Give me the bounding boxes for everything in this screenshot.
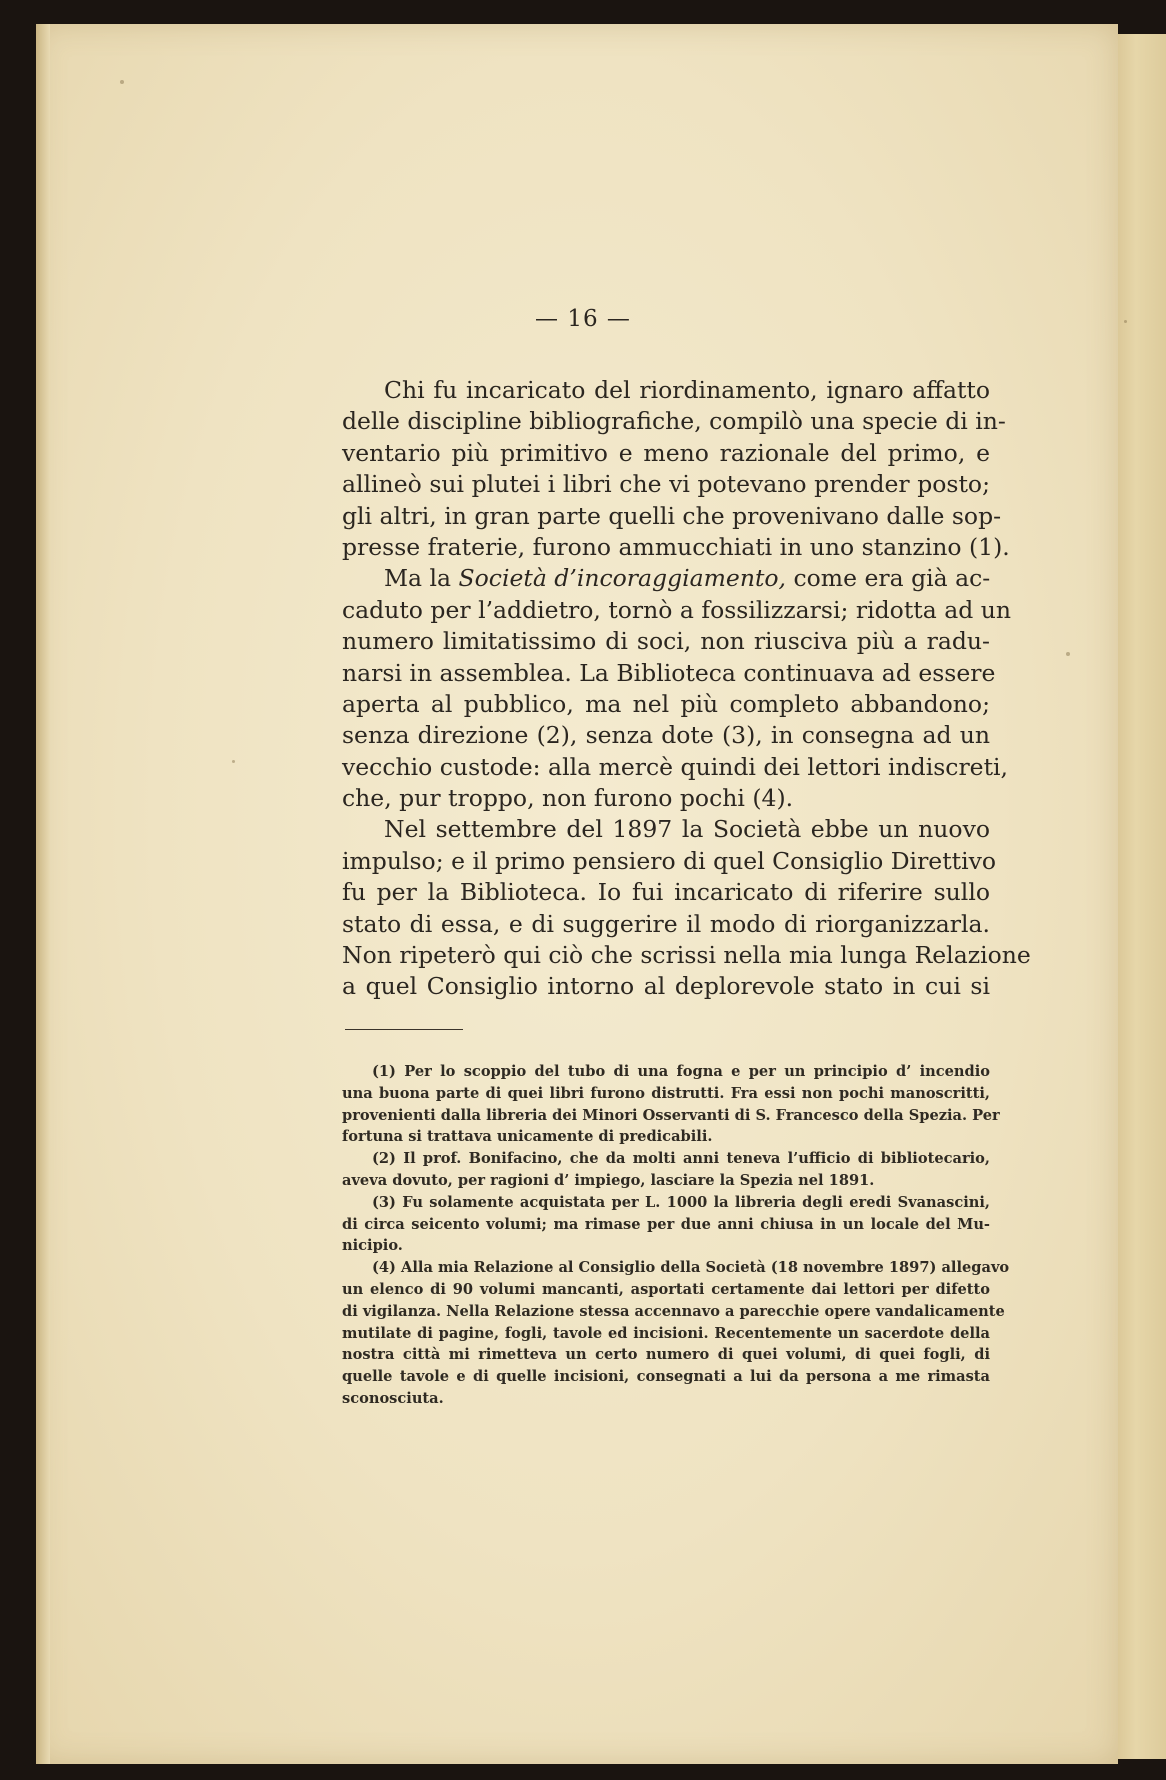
- footnotes: [342, 1061, 1010, 1410]
- body-line: vecchio custode: alla mercè quindi dei lettori indiscreti,: [342, 752, 1009, 781]
- footnote-line: (2) Il prof. Bonifacino, che da molti anni teneva l’ufficio di bibliotecario,: [372, 1150, 990, 1168]
- footnote-line: (1) Per lo scoppio del tubo di una fogna e per un principio d’ incendio: [372, 1063, 990, 1080]
- body-line: gli altri, in gran parte quelli che provenivano dalle sop-: [342, 501, 1002, 530]
- footnote-line: sconosciuta.: [342, 1389, 444, 1407]
- italic-title: Società d’incoraggiamento,: [458, 564, 787, 593]
- footnote-line: una buona parte di quei libri furono distrutti. Fra essi non pochi manoscritti,: [342, 1084, 990, 1102]
- footnote-line: nicipio.: [342, 1237, 403, 1255]
- body-line: presse fraterie, furono ammucchiati in uno stanzino (1).: [342, 532, 1010, 561]
- body-line: ventario più primitivo e meno razionale del primo, e: [342, 438, 990, 467]
- page-binding-edge: [36, 24, 50, 1764]
- footnote-line: (3) Fu solamente acquistata per L. 1000 la libreria degli eredi Svanascini,: [372, 1193, 990, 1211]
- footnote-line: quelle tavole e di quelle incisioni, consegnati a lui da persona a me rimasta: [342, 1368, 990, 1386]
- body-line: impulso; e il primo pensiero di quel Consiglio Direttivo: [342, 846, 997, 875]
- body-line: a quel Consiglio intorno al deplorevole stato in cui si: [342, 972, 990, 1001]
- paper-speck: [120, 80, 124, 84]
- body-line: aperta al pubblico, ma nel più completo abbandono;: [342, 689, 990, 718]
- body-line: stato di essa, e di suggerire il modo di riorganizzarla.: [342, 909, 990, 938]
- footnote-line: mutilate di pagine, fogli, tavole ed incisioni. Recentemente un sacerdote della: [342, 1324, 990, 1342]
- body-line: numero limitatissimo di soci, non riusciva più a radu-: [342, 627, 990, 656]
- footnote-line: di circa seicento volumi; ma rimase per due anni chiusa in un locale del Mu-: [342, 1215, 990, 1233]
- body-text: [342, 375, 1031, 1003]
- body-line: senza direzione (2), senza dote (3), in consegna ad un: [342, 721, 990, 750]
- body-line: allineò sui plutei i libri che vi potevano prender posto;: [342, 470, 990, 499]
- next-page-edge: [1112, 34, 1166, 1759]
- footnote-line: aveva dovuto, per ragioni d’ impiego, lasciare la Spezia nel 1891.: [342, 1171, 875, 1189]
- body-line: Non ripeterò qui ciò che scrissi nella mia lunga Relazione: [342, 941, 1031, 970]
- body-line: fu per la Biblioteca. Io fui incaricato di riferire sullo: [342, 878, 990, 907]
- footnote-line: (4) Alla mia Relazione al Consiglio della Società (18 novembre 1897) allegavo: [372, 1259, 1010, 1277]
- body-line: delle discipline bibliografiche, compilò una specie di in-: [342, 407, 1006, 436]
- body-line: Ma la Società d’incoraggiamento, come era già ac-: [384, 564, 991, 593]
- page-number: — 16 —: [535, 306, 631, 332]
- body-line: caduto per l’addietro, tornò a fossilizzarsi; ridotta ad un: [342, 595, 1011, 624]
- footnote-line: di vigilanza. Nella Relazione stessa accennavo a parecchie opere vandalicamente: [342, 1302, 1005, 1320]
- footnote-separator: [345, 1029, 463, 1030]
- footnote-line: nostra città mi rimetteva un certo numero di quei volumi, di quei fogli, di: [342, 1346, 990, 1364]
- footnote-line: un elenco di 90 volumi mancanti, asportati certamente dai lettori per difetto: [342, 1280, 990, 1298]
- paper-speck: [1066, 652, 1070, 656]
- body-line: Nel settembre del 1897 la Società ebbe un nuovo: [384, 815, 990, 844]
- footnote-line: provenienti dalla libreria dei Minori Osservanti di S. Francesco della Spezia. Per: [342, 1106, 1000, 1124]
- body-line: Chi fu incaricato del riordinamento, ignaro affatto: [384, 376, 990, 404]
- body-line: che, pur troppo, non furono pochi (4).: [342, 784, 794, 813]
- paper-speck: [232, 760, 235, 763]
- body-line: narsi in assemblea. La Biblioteca continuava ad essere: [342, 658, 996, 687]
- footnote-line: fortuna si trattava unicamente di predicabili.: [342, 1128, 713, 1146]
